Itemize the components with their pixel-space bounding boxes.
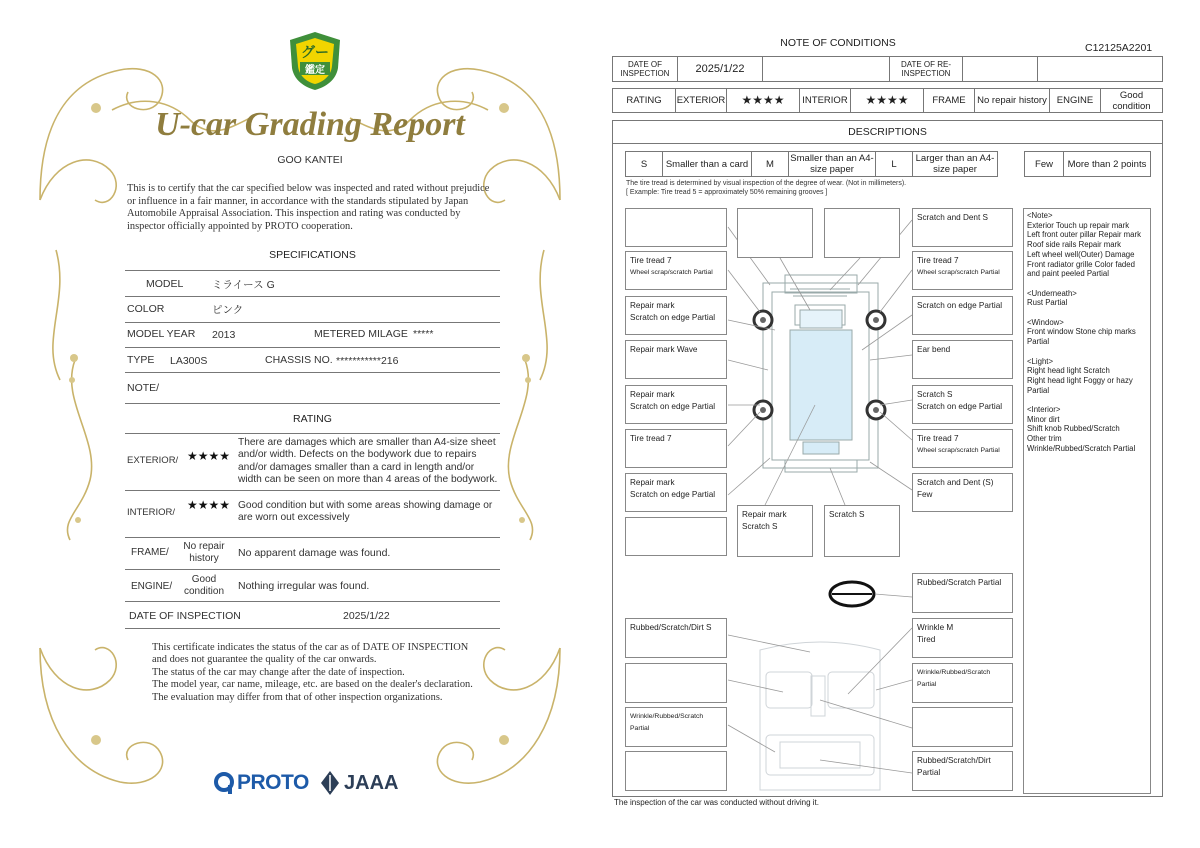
- interior-text: Good condition but with some areas showing damage or are worn out excessively: [238, 500, 493, 524]
- note-line: Roof side rails Repair mark: [1027, 240, 1122, 250]
- note-line: Front radiator grille Color faded and paint peeled Partial: [1027, 259, 1135, 279]
- color-value: ピンク: [212, 304, 244, 316]
- type-value: LA300S: [170, 355, 208, 367]
- exterior-label: EXTERIOR/: [127, 455, 179, 466]
- chassis-label: CHASSIS NO.: [265, 354, 333, 366]
- interior-left-box-2: [625, 663, 727, 703]
- jaaa-mark-icon: [320, 770, 340, 796]
- certificate-footer: [152, 642, 482, 704]
- engine-value: Good condition: [1100, 88, 1163, 113]
- interior-right-box-3: Wrinkle/Rubbed/Scratch Partial: [912, 663, 1013, 703]
- model-label: MODEL: [146, 278, 184, 290]
- left-box-6: Tire tread 7: [625, 429, 727, 468]
- note-line: Minor dirt: [1027, 414, 1060, 424]
- footer-line: This certificate indicates the status of the car as of DATE OF INSPECTION and does not guarantee the quality of the car onwards.: [152, 642, 469, 666]
- right-box-3: Scratch on edge Partial: [912, 296, 1013, 335]
- frame-value: No repair history: [183, 541, 225, 564]
- note-line: <Light>: [1027, 356, 1054, 366]
- bottom-box-2: Scratch S: [824, 505, 900, 557]
- interior-left-box-1: Rubbed/Scratch/Dirt S: [625, 618, 727, 658]
- footer-line: The evaluation may differ from that of other inspection organizations.: [152, 691, 443, 703]
- interior-label: INTERIOR/: [127, 507, 176, 518]
- right-box-4: Ear bend: [912, 340, 1013, 379]
- rating-label: RATING: [612, 88, 676, 113]
- right-box-2: Tire tread 7 Wheel scrap/scratch Partial: [912, 251, 1013, 290]
- note-line: Front window Stone chip marks Partial: [1027, 327, 1136, 347]
- right-box-7: Scratch and Dent (S) Few: [912, 473, 1013, 512]
- engine-label: ENGINE: [1049, 88, 1101, 113]
- right-box-1: Scratch and Dent S: [912, 208, 1013, 247]
- legend-l: L: [875, 151, 913, 177]
- jaaa-logo-text: JAAA: [344, 771, 399, 794]
- frame-label: FRAME/: [131, 547, 169, 558]
- legend-m-text: Smaller than an A4-size paper: [788, 151, 876, 177]
- date-value: 2025/1/22: [677, 56, 763, 82]
- note-line: Left front outer pillar Repair mark: [1027, 230, 1141, 240]
- note-line: Exterior Touch up repair mark: [1027, 220, 1130, 230]
- proto-mark-icon: [213, 771, 235, 795]
- left-box-1: [625, 208, 727, 247]
- specs-heading: SPECIFICATIONS: [269, 249, 356, 261]
- note-line: Right head light Scratch: [1027, 366, 1110, 376]
- engine-value: Good condition: [183, 574, 225, 597]
- legend-few: Few: [1024, 151, 1064, 177]
- milage-label: METERED MILAGE: [314, 328, 408, 340]
- note-line: Shift knob Rubbed/Scratch: [1027, 424, 1120, 434]
- engine-label: ENGINE/: [131, 581, 173, 592]
- exterior-text: There are damages which are smaller than A4-size sheet and/or width. Defects on the bodywork due to repairs and/or damages smaller than a card in length and/or width can be seen on more than 4 areas of the bodywork.: [238, 437, 498, 485]
- note-line: <Window>: [1027, 317, 1064, 327]
- jaaa-logo: [320, 769, 398, 797]
- milage-value: *****: [413, 328, 434, 340]
- note-line: Other trim: [1027, 434, 1062, 444]
- frame-value: No repair history: [974, 88, 1050, 113]
- steering-wheel-icon: [830, 582, 874, 606]
- model-value: ミライース G: [212, 279, 275, 291]
- reinspection-label: DATE OF RE-INSPECTION: [889, 56, 963, 82]
- legend-s: S: [625, 151, 663, 177]
- chassis-value: ***********216: [336, 355, 399, 367]
- windshield: [800, 310, 842, 328]
- rating-heading: RATING: [293, 413, 332, 425]
- interior-right-box-1: Rubbed/Scratch Partial: [912, 573, 1013, 613]
- interior-label: INTERIOR: [799, 88, 851, 113]
- roof-glass: [790, 330, 852, 440]
- top-box-2: [824, 208, 900, 258]
- bottom-box-1: Repair mark Scratch S: [737, 505, 813, 557]
- left-box-3: Repair mark Scratch on edge Partial: [625, 296, 727, 335]
- legend-s-text: Smaller than a card: [662, 151, 752, 177]
- interior-right-box-2: Wrinkle M Tired: [912, 618, 1013, 658]
- tread-note: The tire tread is determined by visual inspection of the degree of wear. (Not in millimeters).: [626, 180, 907, 187]
- rear-glass: [803, 442, 839, 454]
- note-of-conditions: [600, 0, 1200, 848]
- note-line: Left wheel well(Outer) Damage: [1027, 249, 1135, 259]
- interior-stars: ★★★★: [850, 88, 924, 113]
- left-box-5: Repair mark Scratch on edge Partial: [625, 385, 727, 424]
- interior-left-box-3: Wrinkle/Rubbed/Scratch Partial: [625, 707, 727, 747]
- badge-line2: 鑑定: [300, 62, 330, 75]
- conditions-footer: The inspection of the car was conducted without driving it.: [614, 798, 819, 807]
- legend-m: M: [751, 151, 789, 177]
- conditions-code: C12125A2201: [1085, 42, 1153, 54]
- footer-line: The model year, car name, mileage, etc. are based on the dealer's declaration.: [152, 679, 473, 691]
- color-label: COLOR: [127, 303, 165, 315]
- note-line: <Note>: [1027, 211, 1053, 220]
- proto-logo: [213, 769, 309, 797]
- note-label: NOTE/: [127, 382, 160, 394]
- model-year-label: MODEL YEAR: [127, 328, 196, 340]
- left-box-4: Repair mark Wave: [625, 340, 727, 379]
- legend-few-text: More than 2 points: [1063, 151, 1151, 177]
- type-label: TYPE: [127, 354, 155, 366]
- right-box-6: Tire tread 7 Wheel scrap/scratch Partial: [912, 429, 1013, 468]
- exterior-stars: ★★★★: [187, 449, 231, 463]
- goo-badge: [286, 30, 344, 92]
- interior-right-box-5: Rubbed/Scratch/Dirt Partial: [912, 751, 1013, 791]
- interior-left-box-4: [625, 751, 727, 791]
- left-box-2: Tire tread 7 Wheel scrap/scratch Partial: [625, 251, 727, 290]
- exterior-label: EXTERIOR: [675, 88, 727, 113]
- note-line: Rust Partial: [1027, 298, 1068, 308]
- note-line: Right head light Foggy or hazy Partial: [1027, 375, 1133, 395]
- engine-text: Nothing irregular was found.: [238, 580, 370, 592]
- note-line: Wrinkle/Rubbed/Scratch Partial: [1027, 443, 1136, 453]
- tread-example: [ Example: Tire tread 5 = approximately 50% remaining grooves ]: [626, 189, 828, 196]
- footer-line: The status of the car may change after the date of inspection.: [152, 666, 405, 678]
- certificate-title: U-car Grading Report: [155, 106, 465, 143]
- date-label: DATE OF INSPECTION: [612, 56, 678, 82]
- doi-label: DATE OF INSPECTION: [129, 610, 241, 622]
- descriptions-heading: DESCRIPTIONS: [612, 120, 1163, 144]
- frame-label: FRAME: [923, 88, 975, 113]
- doi-value: 2025/1/22: [343, 610, 390, 622]
- certificate-subtitle: GOO KANTEI: [277, 154, 343, 166]
- proto-logo-text: PROTO: [237, 771, 309, 794]
- exterior-stars: ★★★★: [726, 88, 800, 113]
- certificate-intro: This is to certify that the car specified below was inspected and rated without prejudice or influence in a fair manner, in accordance with the standards stipulated by Japan Automobile Appraisal Association. This inspection and rating was conducted by inspector officially appointed by PROTO cooperation.: [127, 183, 490, 232]
- left-box-8: [625, 517, 727, 556]
- note-line: <Interior>: [1027, 405, 1061, 414]
- legend-l-text: Larger than an A4-size paper: [912, 151, 998, 177]
- model-year-value: 2013: [212, 329, 236, 341]
- conditions-title: NOTE OF CONDITIONS: [780, 37, 896, 49]
- interior-stars: ★★★★: [187, 498, 231, 512]
- left-box-7: Repair mark Scratch on edge Partial: [625, 473, 727, 512]
- note-line: <Underneath>: [1027, 288, 1077, 298]
- top-box-1: [737, 208, 813, 258]
- interior-right-box-4: [912, 707, 1013, 747]
- badge-line1: グー: [301, 44, 329, 60]
- notes-box: [1023, 208, 1151, 794]
- frame-text: No apparent damage was found.: [238, 547, 391, 559]
- right-box-5: Scratch S Scratch on edge Partial: [912, 385, 1013, 424]
